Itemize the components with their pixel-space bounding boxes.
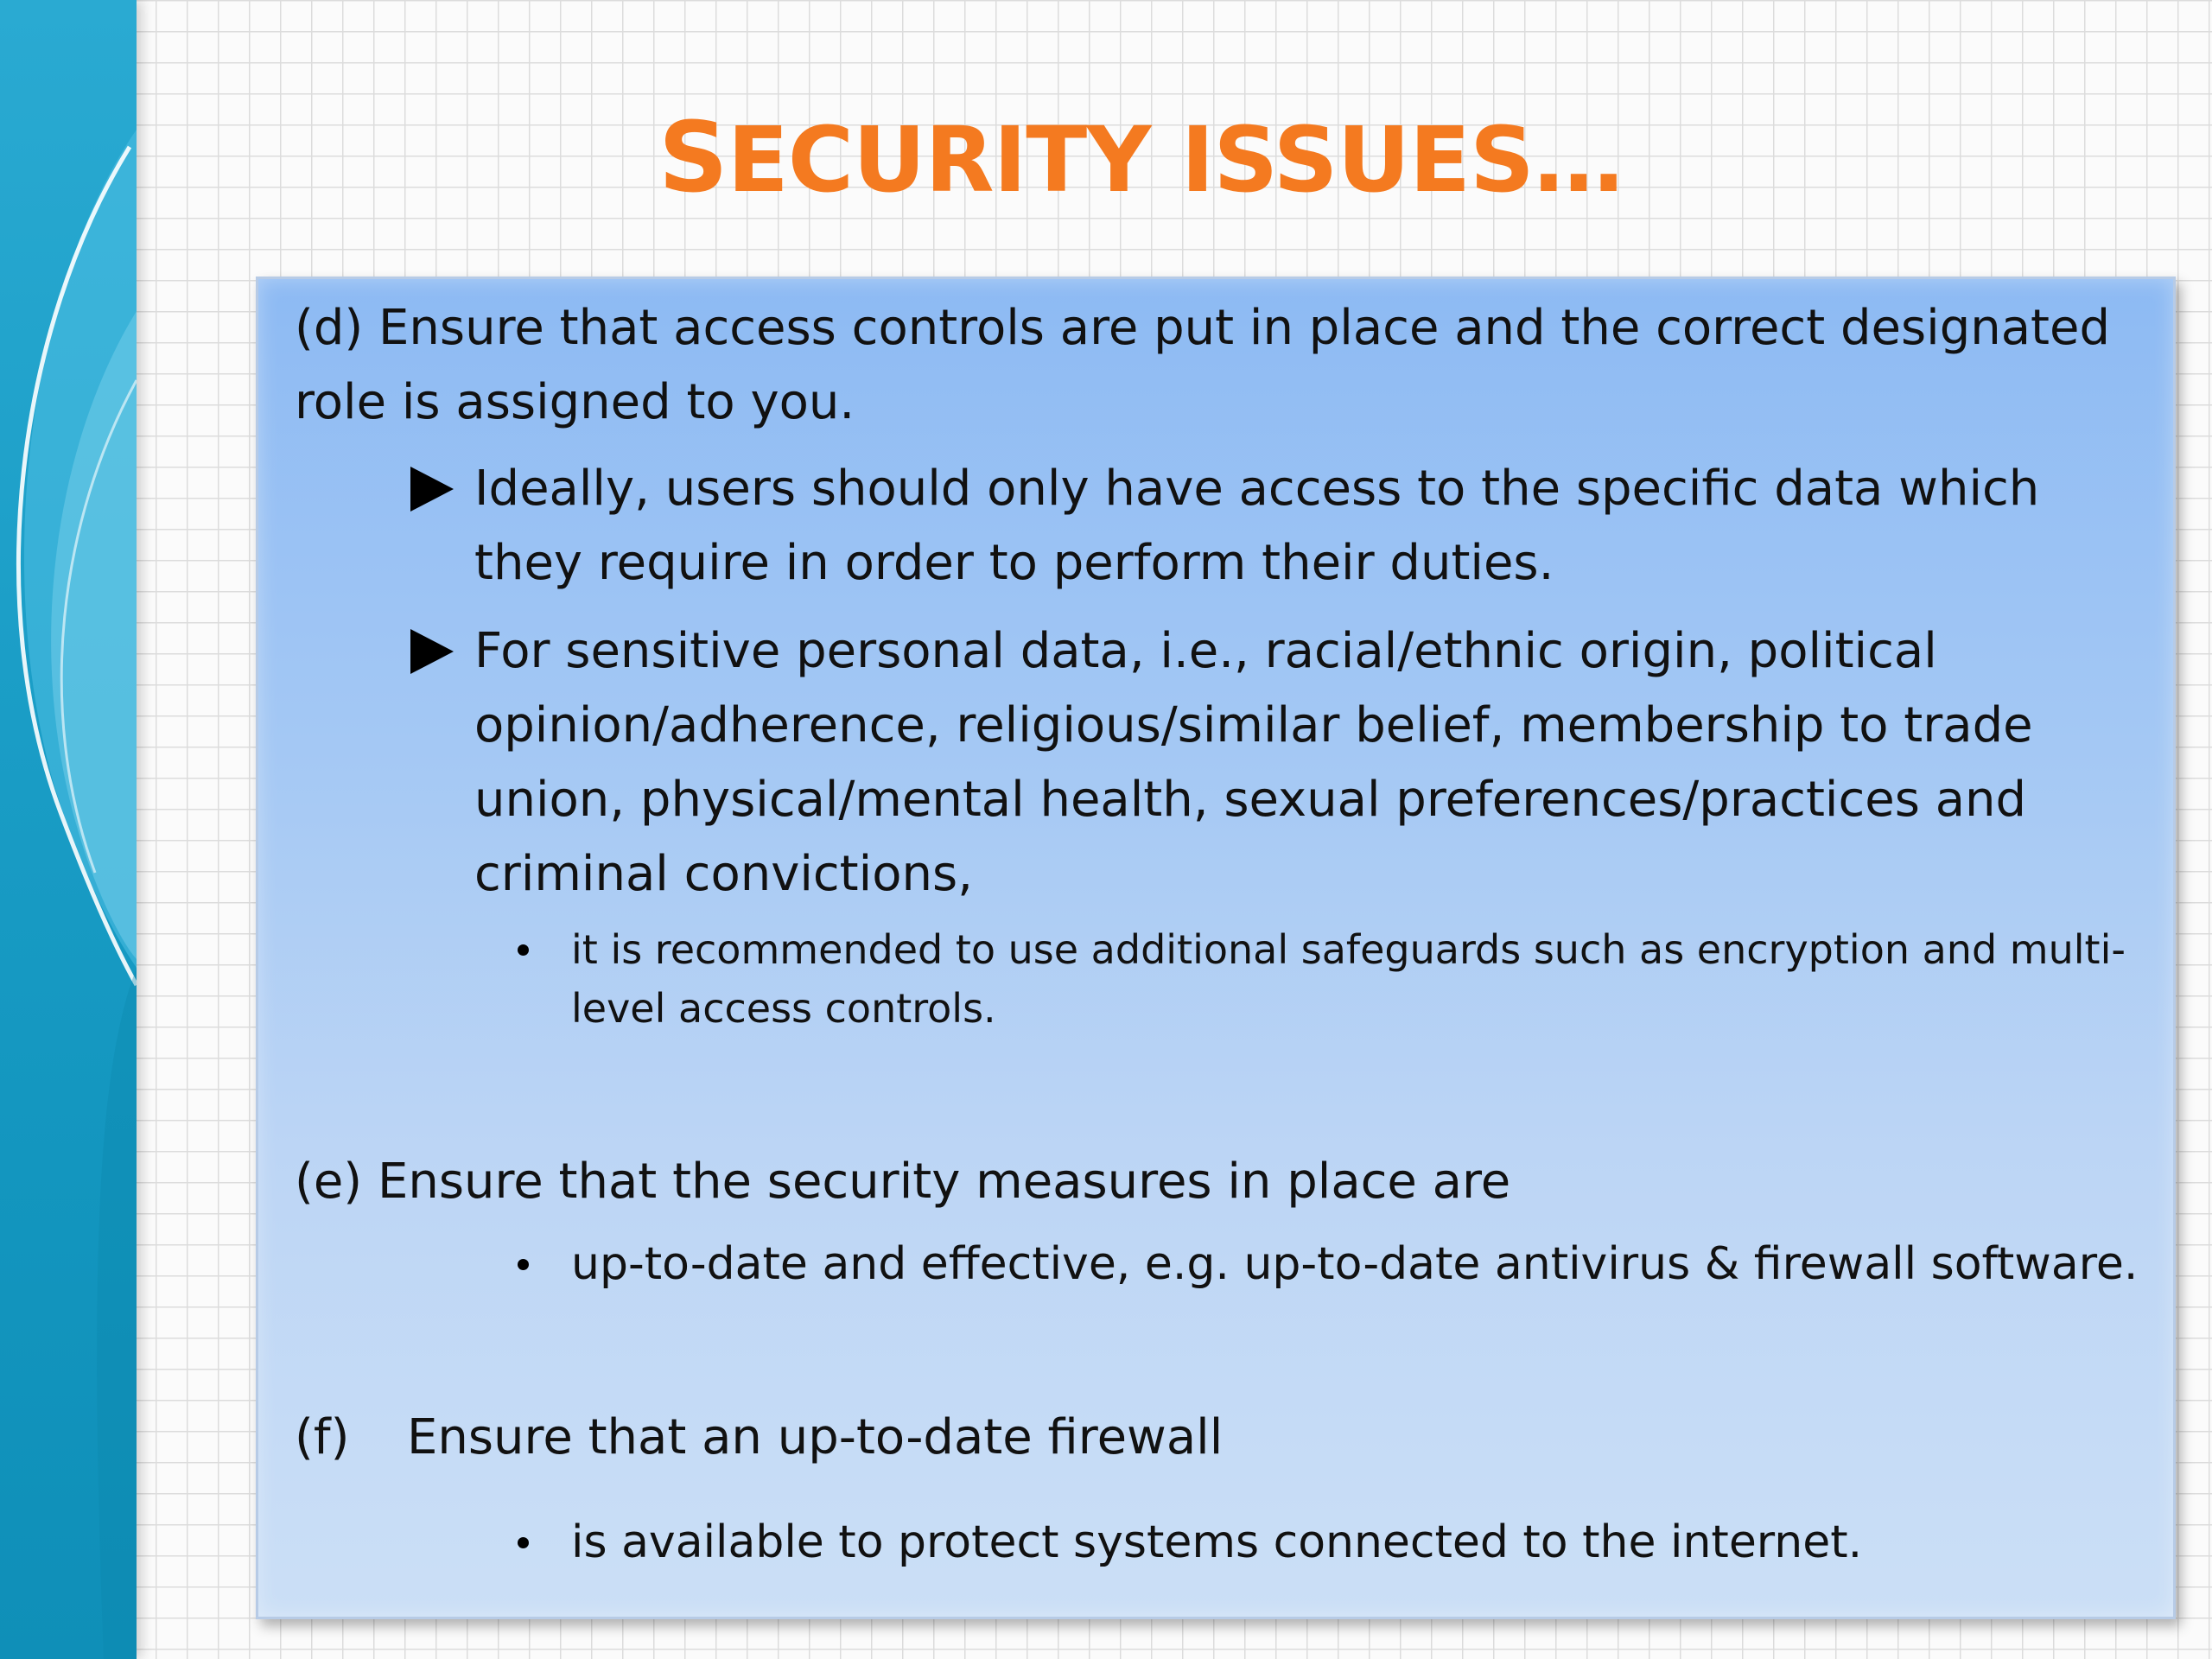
sensitive-line2: opinion/adherence, religious/similar belief, membership to trade xyxy=(474,697,2033,753)
slide-title xyxy=(138,102,2143,216)
title-rest: ECURITY ISSUES… xyxy=(727,107,1623,213)
item-e-heading: (e) Ensure that the security measures in place are xyxy=(295,1154,1511,1210)
dot-bullet-icon xyxy=(518,944,529,956)
right-arrow-bullet-icon xyxy=(410,629,454,674)
right-arrow-bullet-icon xyxy=(410,467,454,512)
title-initial: S xyxy=(658,102,728,214)
sensitive-line3: union, physical/mental health, sexual preferences/practices and xyxy=(474,772,2027,828)
item-d-line2: role is assigned to you. xyxy=(295,374,855,430)
item-f-label: (f) xyxy=(295,1409,350,1465)
dot-bullet-icon xyxy=(518,1259,529,1270)
sensitive-line4: criminal convictions, xyxy=(474,846,973,902)
recommend-line1: it is recommended to use additional safeguards such as encryption and multi- xyxy=(571,926,2126,973)
item-e-bullet: up-to-date and effective, e.g. up-to-date antivirus & firewall software. xyxy=(571,1238,2139,1290)
item-f-heading: Ensure that an up-to-date firewall xyxy=(407,1409,1224,1465)
item-d-line1: (d) Ensure that access controls are put in place and the correct designated xyxy=(295,300,2111,356)
ideally-line1: Ideally, users should only have access to the specific data which xyxy=(474,461,2040,517)
content-box xyxy=(256,276,2176,1619)
recommend-line2: level access controls. xyxy=(571,985,996,1032)
decorative-side-band xyxy=(0,0,137,1659)
swoosh-graphic xyxy=(0,0,137,1659)
sensitive-line1: For sensitive personal data, i.e., racial/ethnic origin, political xyxy=(474,623,1937,679)
dot-bullet-icon xyxy=(518,1537,529,1548)
item-f-bullet: is available to protect systems connected to the internet. xyxy=(571,1516,1863,1568)
ideally-line2: they require in order to perform their duties. xyxy=(474,535,1554,591)
